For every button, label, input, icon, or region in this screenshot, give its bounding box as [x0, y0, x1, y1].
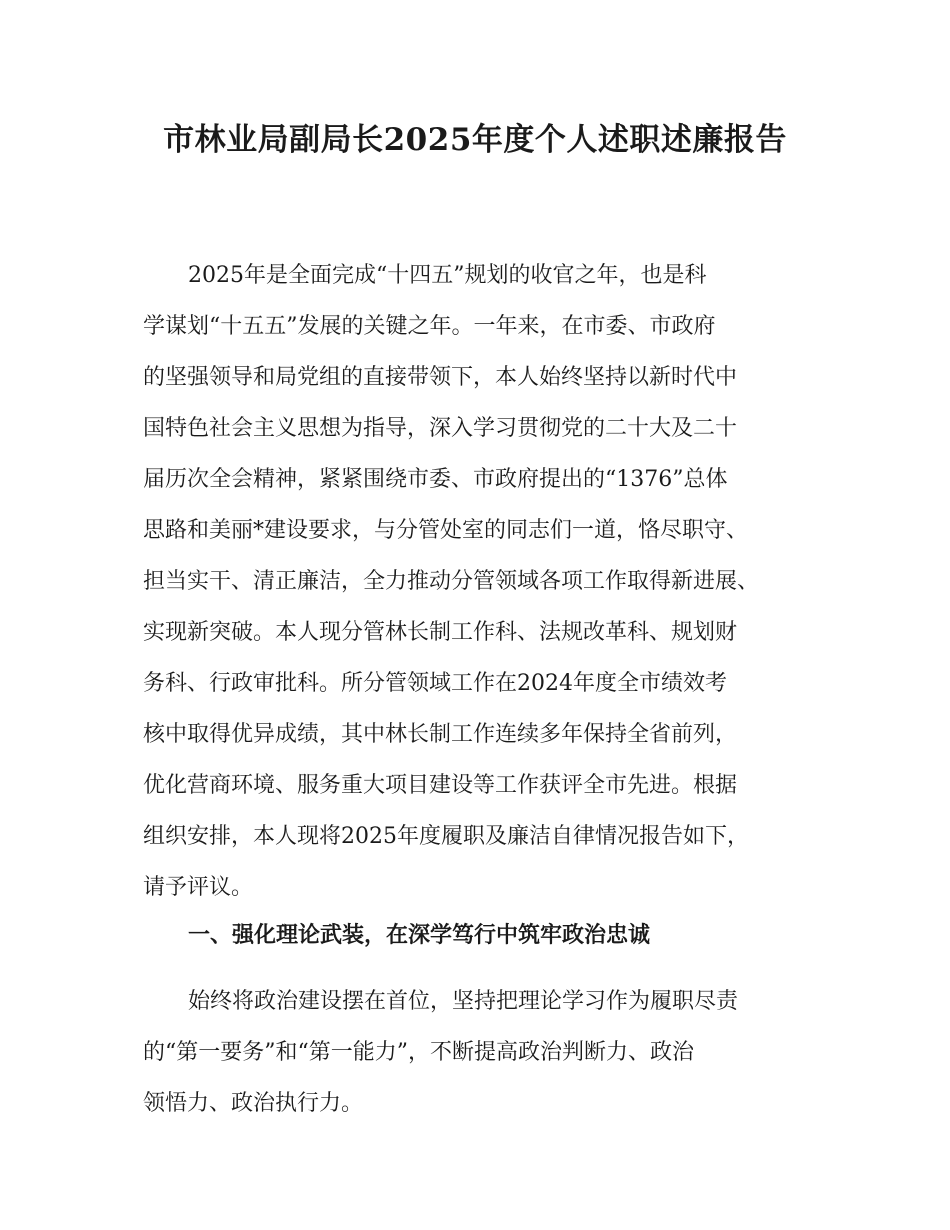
- paragraph-line: 的“第一要务”和“第一能力”，不断提高政治判断力、政治: [143, 1040, 694, 1065]
- intro-paragraph: [143, 250, 823, 913]
- paragraph-line: 核中取得优异成绩，其中林长制工作连续多年保持全省前列，: [143, 722, 738, 747]
- section-heading: 一、强化理论武装，在深学笃行中筑牢政治忠诚: [188, 923, 651, 948]
- section-paragraph: [143, 976, 823, 1129]
- paragraph-line: 始终将政治建设摆在首位，坚持把理论学习作为履职尽责: [188, 989, 739, 1014]
- paragraph-line: 组织安排，本人现将2025年度履职及廉洁自律情况报告如下，: [143, 824, 749, 849]
- paragraph-line: 国特色社会主义思想为指导，深入学习贯彻党的二十大及二十: [143, 416, 738, 441]
- paragraph-line: 思路和美丽*建设要求，与分管处室的同志们一道，恪尽职守、: [143, 518, 749, 543]
- paragraph-line: 实现新突破。本人现分管林长制工作科、法规改革科、规划财: [143, 620, 738, 645]
- paragraph-line: 优化营商环境、服务重大项目建设等工作获评全市先进。根据: [143, 773, 738, 798]
- paragraph-line: 2025年是全面完成“十四五”规划的收官之年，也是科: [188, 263, 707, 288]
- paragraph-line: 务科、行政审批科。所分管领域工作在2024年度全市绩效考: [143, 671, 727, 696]
- paragraph-line: 担当实干、清正廉洁，全力推动分管领域各项工作取得新进展、: [143, 569, 760, 594]
- paragraph-line: 请予评议。: [143, 875, 254, 900]
- paragraph-line: 的坚强领导和局党组的直接带领下，本人始终坚持以新时代中: [143, 365, 738, 390]
- document-title: 市林业局副局长2025年度个人述职述廉报告: [163, 122, 787, 158]
- paragraph-line: 学谋划“十五五”发展的关键之年。一年来，在市委、市政府: [143, 314, 716, 339]
- paragraph-line: 领悟力、政治执行力。: [143, 1091, 364, 1116]
- paragraph-line: 届历次全会精神，紧紧围绕市委、市政府提出的“1376”总体: [143, 467, 728, 492]
